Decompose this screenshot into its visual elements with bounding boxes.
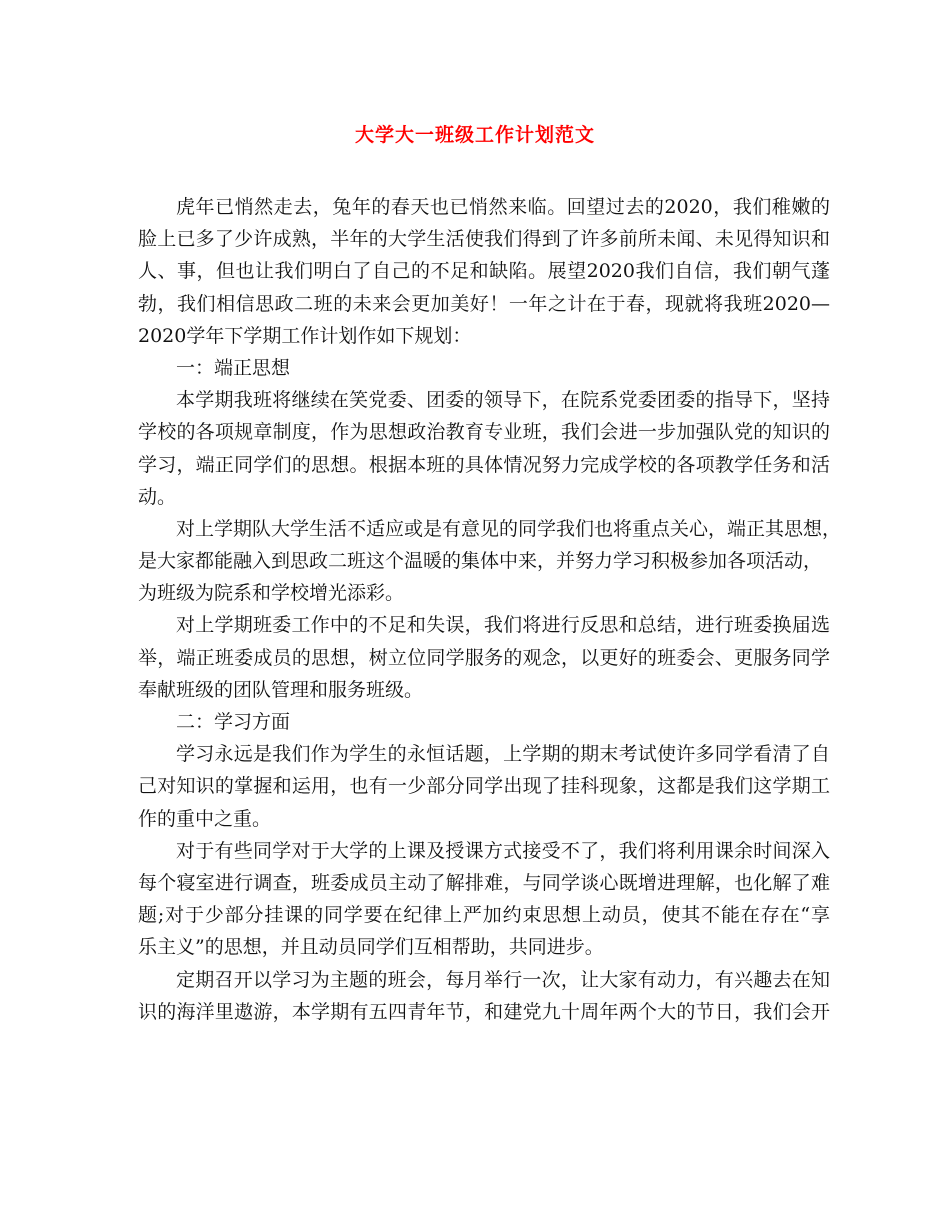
paragraph-line: 虎年已悄然走去，兔年的春天也已悄然来临。回望过去的2020，我们稚嫩的 <box>176 196 830 218</box>
paragraph-line: 对上学期队大学生活不适应或是有意见的同学我们也将重点关心，端正其思想， <box>176 517 842 540</box>
document-title: 大学大一班级工作计划范文 <box>354 124 595 146</box>
paragraph-line: 勃，我们相信思政二班的未来会更加美好！一年之计在于春，现就将我班2020— <box>138 292 830 315</box>
paragraph-line: 本学期我班将继续在笑党委、团委的领导下，在院系党委团委的指导下，坚持 <box>176 389 830 412</box>
paragraph-line: 己对知识的掌握和运用，也有一少部分同学出现了挂科现象，这都是我们这学期工 <box>138 775 830 798</box>
section-heading: 一：端正思想 <box>176 356 291 379</box>
paragraph-line: 乐主义”的思想，并且动员同学们互相帮助，共同进步。 <box>138 936 604 959</box>
paragraph-line: 对于有些同学对于大学的上课及授课方式接受不了，我们将利用课余时间深入 <box>176 839 830 862</box>
paragraph-line: 是大家都能融入到思政二班这个温暖的集体中来，并努力学习积极参加各项活动， <box>138 550 823 573</box>
section-heading: 二：学习方面 <box>176 711 291 733</box>
paragraph-line: 学习永远是我们作为学生的永恒话题，上学期的期末考试使许多同学看清了自 <box>176 743 830 766</box>
paragraph-line: 作的重中之重。 <box>138 807 272 830</box>
paragraph-line: 2020学年下学期工作计划作如下规划： <box>138 324 472 347</box>
paragraph-line: 举，端正班委成员的思想，树立位同学服务的观念，以更好的班委会、更服务同学 <box>138 646 830 669</box>
paragraph-line: 识的海洋里遨游，本学期有五四青年节，和建党九十周年两个大的节日，我们会开 <box>138 1000 830 1023</box>
paragraph-line: 学习，端正同学们的思想。根据本班的具体情况努力完成学校的各项教学任务和活 <box>138 453 830 476</box>
paragraph-line: 动。 <box>138 485 177 508</box>
document-body <box>138 191 842 1028</box>
paragraph-line: 奉献班级的团队管理和服务班级。 <box>138 678 424 701</box>
paragraph-line: 对上学期班委工作中的不足和失误，我们将进行反思和总结，进行班委换届选 <box>176 614 830 637</box>
paragraph-line: 脸上已多了少许成熟，半年的大学生活使我们得到了许多前所未闻、未见得知识和 <box>138 228 830 251</box>
paragraph-line: 题;对于少部分挂课的同学要在纪律上严加约束思想上动员，使其不能在存在“享 <box>138 904 830 927</box>
paragraph-line: 定期召开以学习为主题的班会，每月举行一次，让大家有动力，有兴趣去在知 <box>176 968 830 991</box>
paragraph-line: 人、事，但也让我们明白了自己的不足和缺陷。展望2020我们自信，我们朝气蓬 <box>138 260 830 283</box>
paragraph-line: 学校的各项规章制度，作为思想政治教育专业班，我们会进一步加强队党的知识的 <box>138 421 830 444</box>
paragraph-line: 为班级为院系和学校增光添彩。 <box>138 582 405 605</box>
paragraph-line: 每个寝室进行调查，班委成员主动了解排难，与同学谈心既增进理解，也化解了难 <box>138 871 830 894</box>
